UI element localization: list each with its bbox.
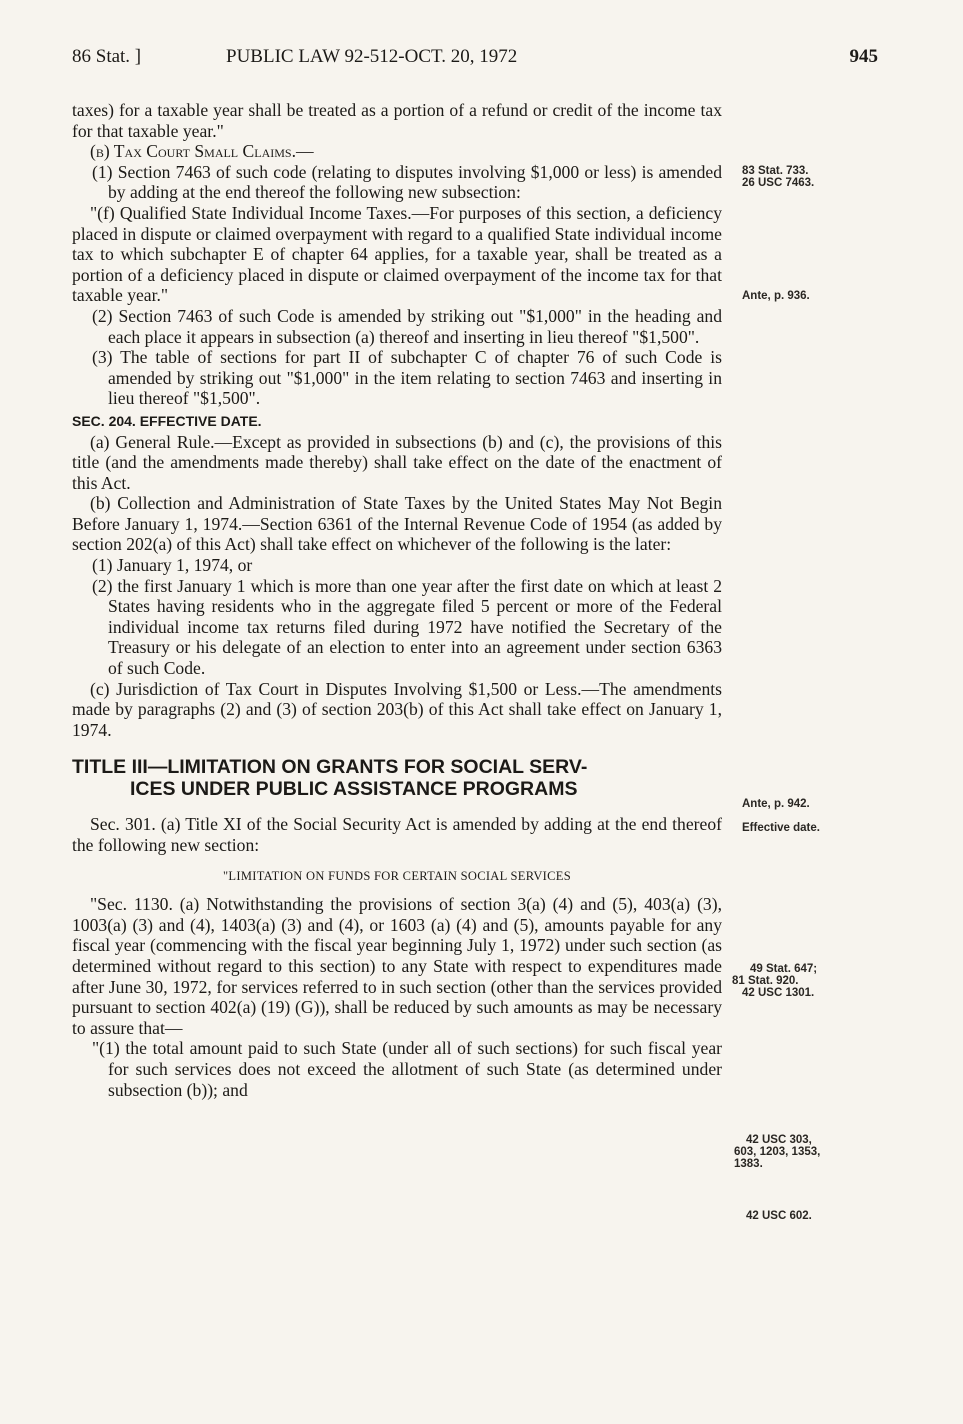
margin-note-line: 1383. <box>734 1158 763 1170</box>
title-line-2: ICES UNDER PUBLIC ASSISTANCE PROGRAMS <box>130 778 578 801</box>
margin-note-line: Ante, p. 936. <box>742 290 810 302</box>
paragraph: "(f) Qualified State Individual Income Taxes.—For purposes of this section, a deficiency placed in dispute or claimed overpayment with regard to a qualified State individual income tax to which subchapter E of chapter 64 applies, for a taxable year, shall be treated as a portion of a deficiency placed in dispute or claimed overpayment of the income tax for that taxable year." <box>72 202 722 306</box>
margin-note <box>734 1134 859 1170</box>
list-item: "(1) the total amount paid to such State (under all of such sections) for such fiscal year for such services does not exceed the allotment of such State (as determined under subsection (b)); and <box>92 1038 722 1100</box>
header-law-title: PUBLIC LAW 92-512-OCT. 20, 1972 <box>226 46 518 67</box>
subsection-heading: (b) Tax Court Small Claims.— <box>90 141 314 162</box>
margin-note <box>742 165 867 189</box>
paragraph: (c) Jurisdiction of Tax Court in Disputes Involving $1,500 or Less.—The amendments made by paragraphs (2) and (3) of section 203(b) of this Act shall take effect on January 1, 1974. <box>72 678 722 740</box>
margin-note-line: 603, 1203, 1353, <box>734 1146 821 1158</box>
body-text <box>72 100 722 1100</box>
paragraph: (a) General Rule.—Except as provided in subsections (b) and (c), the provisions of this title (and the amendments made thereby) shall take effect on the date of the enactment of this Act. <box>72 431 722 493</box>
list-item: (2) the first January 1 which is more than one year after the first date on which at least 2 States having residents who in the aggregate filed 5 percent or more of the Federal individual income tax returns filed during 1972 have notified the Secretary of the Treasury or his delegate of an election to enter into an agreement under section 6363 of such Code. <box>92 575 722 679</box>
paragraph: (3) The table of sections for part II of subchapter C of chapter 76 of such Code is amended by striking out "$1,000" in the item relating to section 7463 and inserting in lieu thereof "$1,500". <box>92 347 722 409</box>
margin-note <box>732 963 857 999</box>
margin-note <box>746 1210 871 1222</box>
margin-note-line: 81 Stat. 920. <box>732 975 799 987</box>
margin-note-line: 83 Stat. 733. <box>742 165 809 177</box>
paragraph: "Sec. 1130. (a) Notwithstanding the provisions of section 3(a) (4) and (5), 403(a) (3), 1003(a) (3) and (4), 1403(a) (3) and (4), or 1603 (a) (4) and (5), amounts payable for any fiscal year (commencing with the fiscal year beginning July 1, 1972) under such section (as determined without regard to this section) to any State with respect to expenditures made after June 30, 1972, for services referred to in such section (other than the services provided pursuant to section 402(a) (19) (G)), shall be reduced by such amounts as may be necessary to assure that— <box>72 894 722 1038</box>
margin-note-line: Effective date. <box>742 822 820 834</box>
margin-note <box>742 798 867 810</box>
header-statute-ref: 86 Stat. ] <box>72 46 142 67</box>
section-subheading: "LIMITATION ON FUNDS FOR CERTAIN SOCIAL SERVICES <box>223 868 571 883</box>
title-line-1: TITLE III—LIMITATION ON GRANTS FOR SOCIAL SERV- <box>72 756 588 779</box>
section-heading: SEC. 204. EFFECTIVE DATE. <box>72 412 262 429</box>
paragraph: (1) Section 7463 of such code (relating to disputes involving $1,000 or less) is amended by adding at the end thereof the following new subsection: <box>92 161 722 203</box>
paragraph: (2) Section 7463 of such Code is amended by striking out "$1,000" in the heading and each place it appears in subsection (a) thereof and inserting in lieu thereof "$1,500". <box>92 305 722 347</box>
margin-note-line: 26 USC 7463. <box>742 177 815 189</box>
header-page-number: 945 <box>849 46 878 67</box>
margin-note <box>742 822 867 834</box>
margin-note-line: 42 USC 1301. <box>742 987 815 999</box>
list-item: (1) January 1, 1974, or <box>92 555 253 576</box>
margin-note-line: 49 Stat. 647; <box>750 963 818 975</box>
paragraph: taxes) for a taxable year shall be treated as a portion of a refund or credit of the income tax for that taxable year." <box>72 100 722 141</box>
page-header <box>72 46 878 76</box>
paragraph: Sec. 301. (a) Title XI of the Social Security Act is amended by adding at the end thereof the following new section: <box>72 814 722 855</box>
margin-note <box>742 290 867 302</box>
title-heading <box>72 756 722 800</box>
margin-note-line: 42 USC 303, <box>746 1134 812 1146</box>
paragraph: (b) Collection and Administration of State Taxes by the United States May Not Begin Before January 1, 1974.—Section 6361 of the Internal Revenue Code of 1954 (as added by section 202(a) of this Act) shall take effect on whichever of the following is the later: <box>72 493 722 555</box>
margin-note-line: 42 USC 602. <box>746 1210 812 1222</box>
margin-note-line: Ante, p. 942. <box>742 798 810 810</box>
